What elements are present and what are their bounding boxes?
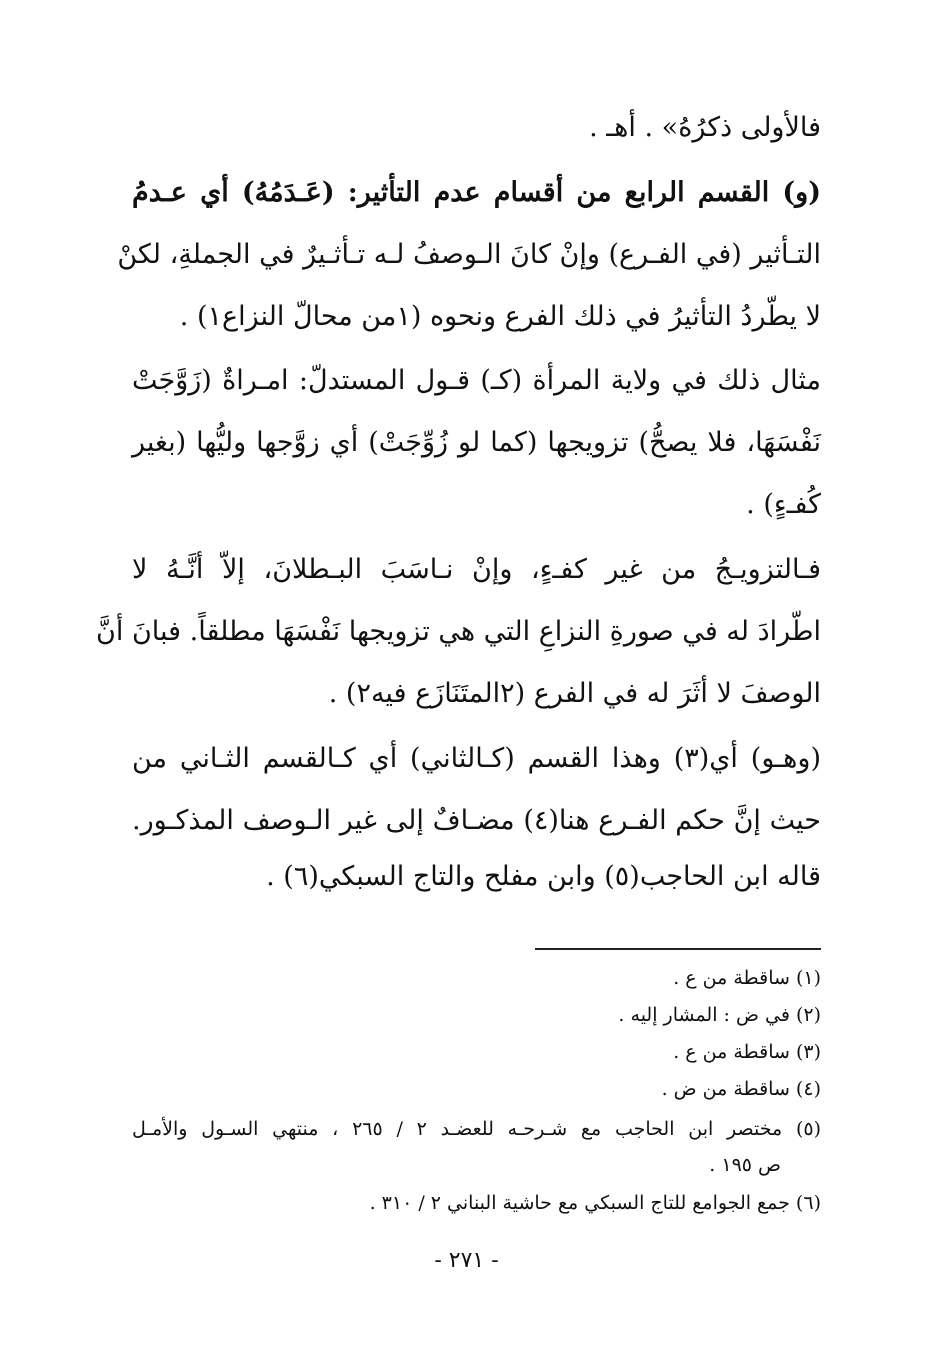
body-line-9: اطّرادَ له في صورةِ النزاعِ التي هي تزويجها نَفْسَهَا مطلقاً. فبانَ أنَّ [96, 616, 821, 647]
footnote-5-continuation: ص ١٩٥ . [709, 1154, 781, 1176]
body-line-3: التـأثير (في الفـرع) وإنْ كانَ الـوصفُ لـه تـأثـيرٌ في الجملةِ، لكنْ [117, 239, 821, 270]
footnote-2: (٢) في ض : المشار إليه . [618, 1004, 821, 1026]
footnote-6: (٦) جمع الجوامع للتاج السبكي مع حاشية البناني ٢ / ٣١٠ . [369, 1192, 821, 1214]
footnote-4: (٤) ساقطة من ض . [661, 1078, 821, 1100]
body-line-11: (وهـو) أي(٣) وهذا القسم (كـالثاني) أي كـالقسم الثـاني من [132, 743, 821, 774]
body-line-7: كُفـءٍ) . [746, 489, 821, 520]
body-line-4: لا يطّردُ التأثيرُ في ذلك الفرع ونحوه (١من محالّ النزاع١) . [179, 301, 821, 332]
body-line-5: مثال ذلك في ولاية المرأة (كـ) قـول المستدلّ: امـراةٌ (زَوَّجَتْ [132, 365, 821, 396]
footnote-5: (٥) مختصر ابن الحاجب مع شـرحـه للعضـد ٢ / ٢٦٥ ، منتهي السـول والأمـل [132, 1118, 821, 1140]
footnote-3: (٣) ساقطة من ع . [673, 1041, 821, 1063]
body-line-2: (و) القسم الرابع من أقسام عدم التأثير: (عَـدَمُهُ) أي عـدمُ [132, 177, 821, 208]
footnote-separator [535, 948, 821, 950]
body-line-10: الوصفَ لا أثَرَ له في الفرع (٢المتَنَازَع فيه٢) . [328, 678, 821, 709]
page-number: - ٢٧١ - [434, 1248, 499, 1273]
body-line-12: حيث إنَّ حكم الفـرع هنا(٤) مضـافٌ إلى غير الـوصف المذكـور. [132, 805, 821, 836]
body-line-6: نَفْسَهَا، فلا يصحُّ) تزويجها (كما لو زُوِّجَتْ) أي زوَّجها وليُّها (بغير [132, 427, 821, 458]
body-line-8: فـالتزويـجُ من غير كفـءٍ، وإنْ نـاسَبَ البـطلانَ، إلاّ أنَّـهُ لا [132, 554, 821, 585]
footnote-1: (١) ساقطة من ع . [673, 967, 821, 989]
body-line-1: فالأولى ذكرُهُ» . أهـ . [589, 112, 821, 143]
body-line-13: قاله ابن الحاجب(٥) وابن مفلح والتاج السبكي(٦) . [266, 861, 821, 892]
